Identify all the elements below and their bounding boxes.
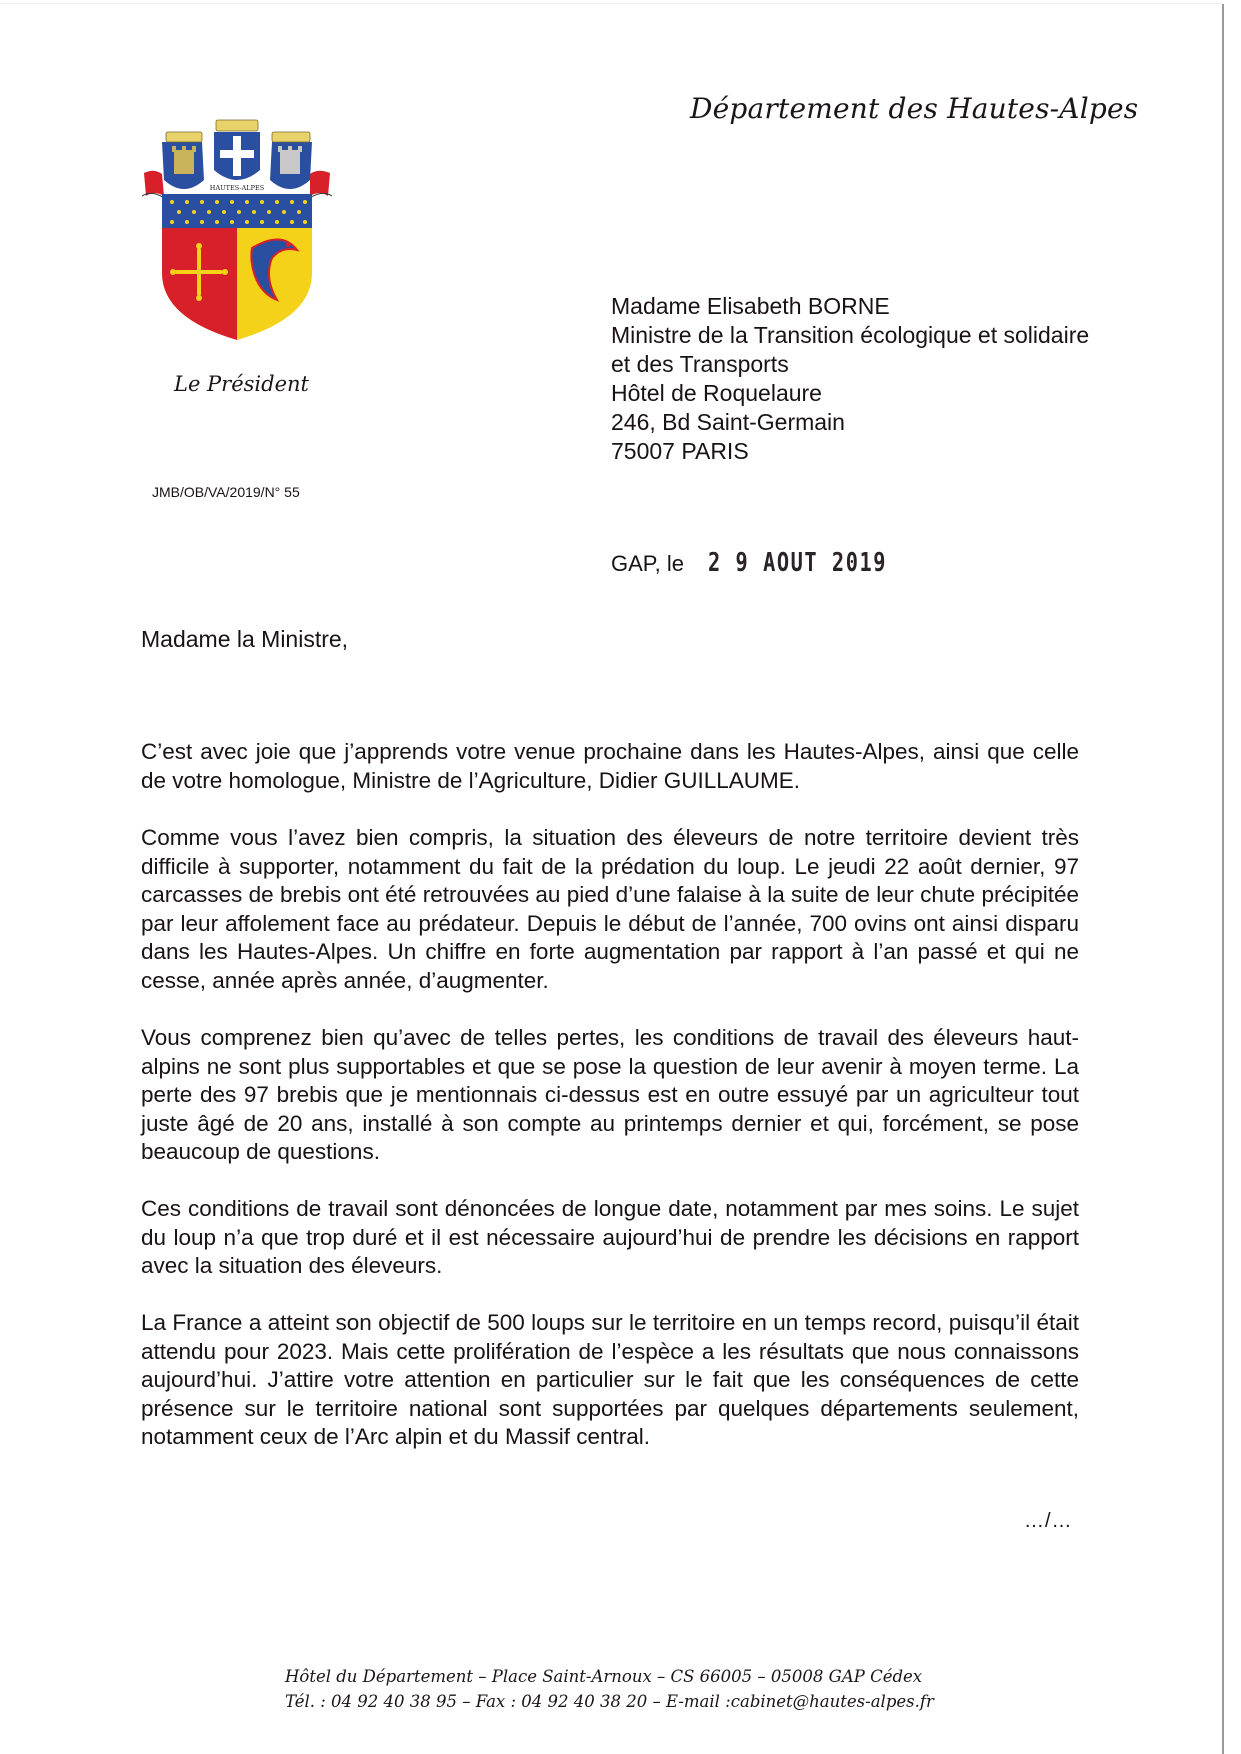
date-line <box>611 548 937 578</box>
paragraph-text: Comme vous l’avez bien compris, la situation des éleveurs de notre territoire devient très difficile à supporter, notamment du fait de la prédation du loup. Le jeudi 22 août dernier, 97 carcasses de brebis ont été retrouvées au pied d’une falaise à la suite de leur chute précipitée par leur affolement face au prédateur. Depuis le début de l’année, 700 ovins ont ainsi disparu dans les Hautes-Alpes. Un chiffre en forte augmentation par rapport à l’an passé et qui ne cesse, année après année, d’augmenter. <box>141 825 1079 993</box>
recipient-line: 75007 PARIS <box>611 438 749 464</box>
paragraph-text: Ces conditions de travail sont dénoncées de longue date, notamment par mes soins. Le sujet du loup n’a que trop duré et il est nécessaire aujourd’hui de prendre les décisions en rapport avec la situation des éleveurs. <box>141 1196 1079 1279</box>
body-paragraph <box>141 1024 1079 1167</box>
coat-of-arms-icon <box>142 118 332 343</box>
recipient-address <box>611 292 1089 466</box>
recipient-line: Hôtel de Roquelaure <box>611 380 822 406</box>
recipient-line: Ministre de la Transition écologique et solidaire <box>611 322 1090 348</box>
body-paragraph <box>141 738 1079 795</box>
body-paragraph <box>141 824 1079 996</box>
department-title: Département des Hautes-Alpes <box>690 92 1139 125</box>
salutation: Madame la Ministre, <box>141 626 349 652</box>
paragraph-text: Vous comprenez bien qu’avec de telles pertes, les conditions de travail des éleveurs haut-alpins ne sont plus supportables et que se pose la question de leur avenir à moyen terme. La perte des 97 brebis que je mentionnais ci-dessus est en outre essuyé par un agriculteur tout juste âgé de 20 ans, installé à son compte au printemps dernier et qui, forcément, se pose beaucoup de questions. <box>141 1025 1079 1165</box>
footer <box>285 1664 985 1714</box>
page-right-edge-line <box>1222 4 1224 1754</box>
sender-title: Le Président <box>174 372 309 396</box>
svg-text:HAUTES-ALPES: HAUTES-ALPES <box>209 184 265 192</box>
recipient-line: 246, Bd Saint-Germain <box>611 409 845 435</box>
date-place: GAP, le <box>611 551 684 576</box>
continuation-mark: …/… <box>1024 1510 1073 1532</box>
paragraph-text: C’est avec joie que j’apprends votre venue prochaine dans les Hautes-Alpes, ainsi que celle de votre homologue, Ministre de l’Agriculture, Didier GUILLAUME. <box>141 739 1079 793</box>
recipient-line: et des Transports <box>611 351 789 377</box>
footer-address: Hôtel du Département – Place Saint-Arnoux – CS 66005 – 05008 GAP Cédex <box>285 1667 923 1686</box>
paragraph-text: La France a atteint son objectif de 500 loups sur le territoire en un temps record, puisqu’il était attendu pour 2023. Mais cette prolifération de l’espèce a les résultats que nous connaissons aujourd’hui. J’attire votre attention en particulier sur le fait que les conséquences de cette présence sur le territoire national sont supportées par quelques départements seulement, notamment ceux de l’Arc alpin et du Massif central. <box>141 1310 1079 1450</box>
date-stamp: 2 9 AOUT 2019 <box>707 548 887 578</box>
footer-contact: Tél. : 04 92 40 38 95 – Fax : 04 92 40 38 20 – E-mail :cabinet@hautes-alpes.fr <box>285 1692 934 1711</box>
reference-number: JMB/OB/VA/2019/N° 55 <box>152 484 300 500</box>
body-paragraph <box>141 1309 1079 1452</box>
page-top-edge <box>0 3 1222 4</box>
recipient-line: Madame Elisabeth BORNE <box>611 293 890 319</box>
body-paragraph <box>141 1195 1079 1281</box>
